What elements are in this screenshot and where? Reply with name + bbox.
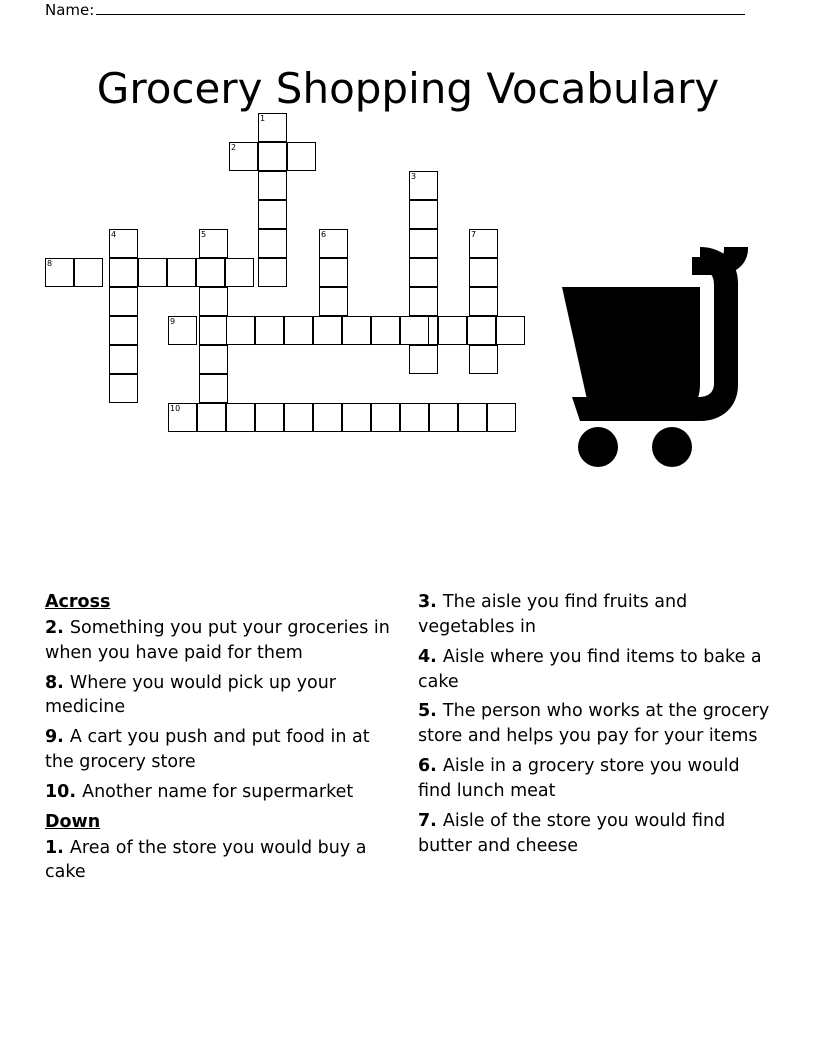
down-clue (45, 836, 398, 886)
cell-number: 2 (231, 143, 237, 152)
cell-number: 4 (111, 230, 117, 239)
down-clue (418, 699, 771, 749)
crossword-cell[interactable] (284, 316, 313, 345)
clue-text: Area of the store you would buy a cake (45, 837, 367, 883)
name-field-row (45, 0, 745, 19)
crossword-cell[interactable] (109, 345, 138, 374)
crossword-cell[interactable] (109, 229, 138, 258)
crossword-cell[interactable] (429, 403, 458, 432)
clue-text: Where you would pick up your medicine (45, 672, 336, 718)
crossword-cell[interactable] (409, 345, 438, 374)
clue-text: Aisle in a grocery store you would find lunch meat (418, 756, 740, 801)
clue-text: Something you put your groceries in when you have paid for them (45, 617, 390, 663)
crossword-cell[interactable] (409, 171, 438, 200)
crossword-cell[interactable] (371, 403, 400, 432)
crossword-cell[interactable] (258, 113, 287, 142)
crossword-cell[interactable] (467, 316, 496, 345)
crossword-cell[interactable] (409, 200, 438, 229)
clue-text: A cart you push and put food in at the grocery store (45, 727, 370, 773)
crossword-cell[interactable] (168, 403, 197, 432)
crossword-cell[interactable] (226, 316, 255, 345)
crossword-cell[interactable] (469, 345, 498, 374)
crossword-cell[interactable] (342, 403, 371, 432)
across-clue (45, 780, 398, 805)
cell-number: 3 (411, 172, 417, 181)
crossword-cell[interactable] (438, 316, 467, 345)
down-clue (418, 590, 771, 640)
crossword-cell[interactable] (45, 258, 74, 287)
crossword-cell[interactable] (255, 316, 284, 345)
across-clue (45, 671, 398, 721)
cell-number: 5 (201, 230, 207, 239)
clue-text: The person who works at the grocery store and helps you pay for your items (418, 701, 770, 747)
crossword-cell[interactable] (319, 258, 348, 287)
crossword-cell[interactable] (199, 316, 228, 345)
crossword-cell[interactable] (199, 287, 228, 316)
down-heading: Down (45, 811, 101, 832)
crossword-cell[interactable] (371, 316, 400, 345)
crossword-cell[interactable] (138, 258, 167, 287)
clue-text: The aisle you find fruits and vegetables in (418, 592, 688, 637)
crossword-cell[interactable] (496, 316, 525, 345)
crossword-cell[interactable] (409, 258, 438, 287)
crossword-cell[interactable] (199, 229, 228, 258)
crossword-cell[interactable] (109, 316, 138, 345)
crossword-cell[interactable] (342, 316, 371, 345)
clue-number: 9. (45, 727, 70, 748)
cell-number: 9 (170, 317, 176, 326)
crossword-cell[interactable] (469, 287, 498, 316)
crossword-cell[interactable] (469, 258, 498, 287)
crossword-cell[interactable] (168, 316, 197, 345)
crossword-cell[interactable] (313, 403, 342, 432)
crossword-cell[interactable] (284, 403, 313, 432)
crossword-cell[interactable] (226, 403, 255, 432)
crossword-cell[interactable] (319, 287, 348, 316)
crossword-cell[interactable] (319, 229, 348, 258)
cell-number: 7 (471, 230, 477, 239)
down-clue (418, 754, 771, 804)
crossword-cell[interactable] (487, 403, 516, 432)
crossword-cell[interactable] (409, 229, 438, 258)
down-clue (418, 809, 771, 859)
crossword-cell[interactable] (196, 258, 225, 287)
cell-number: 6 (321, 230, 327, 239)
cell-number: 1 (260, 114, 266, 123)
crossword-cell[interactable] (469, 229, 498, 258)
crossword-grid[interactable] (0, 105, 560, 465)
clue-number: 7. (418, 810, 443, 831)
name-label: Name: (45, 1, 95, 19)
crossword-cell[interactable] (400, 403, 429, 432)
clue-number: 2. (45, 617, 70, 638)
crossword-cell[interactable] (225, 258, 254, 287)
crossword-cell[interactable] (313, 316, 342, 345)
name-write-line[interactable] (96, 0, 745, 15)
cell-number: 8 (47, 259, 53, 268)
crossword-cell[interactable] (258, 200, 287, 229)
crossword-cell[interactable] (400, 316, 429, 345)
crossword-cell[interactable] (287, 142, 316, 171)
crossword-cell[interactable] (199, 374, 228, 403)
crossword-cell[interactable] (109, 258, 138, 287)
crossword-cell[interactable] (197, 403, 226, 432)
clue-text: Another name for supermarket (82, 781, 354, 802)
cell-number: 10 (170, 404, 181, 413)
across-clue (45, 725, 398, 775)
clue-text: Aisle of the store you would find butter and cheese (418, 810, 726, 856)
crossword-cell[interactable] (258, 258, 287, 287)
down-clue (418, 645, 771, 695)
crossword-cell[interactable] (109, 374, 138, 403)
crossword-cell[interactable] (458, 403, 487, 432)
clue-text: Aisle where you find items to bake a cake (418, 646, 762, 692)
clue-number: 10. (45, 781, 83, 802)
clue-number: 5. (418, 701, 443, 722)
clue-number: 8. (45, 672, 70, 693)
shopping-cart-icon (550, 245, 765, 475)
clue-number: 3. (418, 592, 443, 612)
crossword-cell[interactable] (199, 345, 228, 374)
crossword-cell[interactable] (258, 171, 287, 200)
across-heading: Across (45, 592, 111, 612)
crossword-cell[interactable] (229, 142, 258, 171)
clues-section (45, 590, 771, 920)
crossword-cell[interactable] (167, 258, 196, 287)
clue-number: 4. (418, 646, 443, 667)
crossword-cell[interactable] (258, 229, 287, 258)
crossword-cell[interactable] (409, 287, 438, 316)
crossword-cell[interactable] (258, 142, 287, 171)
clue-number: 6. (418, 756, 443, 777)
crossword-cell[interactable] (255, 403, 284, 432)
crossword-cell[interactable] (109, 287, 138, 316)
clue-number: 1. (45, 837, 70, 858)
crossword-cell[interactable] (74, 258, 103, 287)
across-clue (45, 616, 398, 666)
page-title: Grocery Shopping Vocabulary (96, 64, 720, 114)
